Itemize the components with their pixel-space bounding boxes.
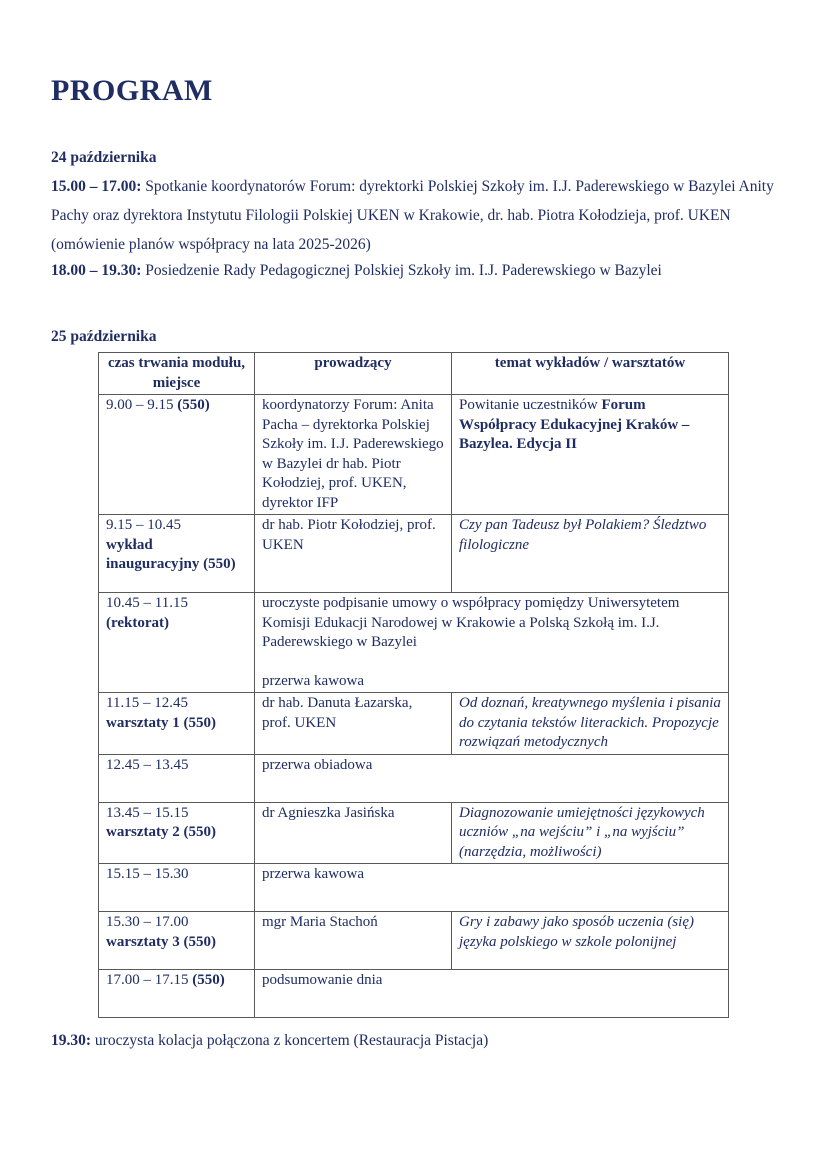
row-event: przerwa kawowa [255, 864, 729, 912]
row-place: warsztaty 1 (550) [106, 714, 216, 731]
row-lead: mgr Maria Stachoń [255, 912, 452, 970]
row-time: 15.30 – 17.00 [106, 914, 189, 930]
table-row [99, 802, 729, 864]
row-lead: dr hab. Danuta Łazarska, prof. UKEN [255, 693, 452, 755]
row-lead: koordynatorzy Forum: Anita Pacha – dyrektorka Polskiej Szkoły im. I.J. Paderewskiego w Bazylei dr hab. Piotr Kołodziej, prof. UKEN, dyrektor IFP [255, 395, 452, 515]
row-time-cell [99, 802, 255, 864]
row-time-cell [99, 912, 255, 970]
day1-item-2 [51, 256, 786, 285]
day1-item-2-time: 18.00 – 19.30: [51, 262, 142, 279]
row-time: 13.45 – 15.15 [106, 804, 189, 821]
row-topic: Czy pan Tadeusz był Polakiem? Śledztwo filologiczne [452, 515, 729, 593]
row-time-cell [99, 395, 255, 515]
row-topic: Gry i zabawy jako sposób uczenia (się) języka polskiego w szkole polonijnej [452, 912, 729, 970]
table-row [99, 912, 729, 970]
row-time: 12.45 – 13.45 [99, 754, 255, 802]
row-place: (550) [177, 397, 210, 413]
row-event: podsumowanie dnia [255, 970, 729, 1018]
row-time-cell [99, 970, 255, 1018]
closing-event [51, 1026, 786, 1055]
day1-item-1 [51, 172, 786, 259]
table-row [99, 864, 729, 912]
row-time-cell [99, 515, 255, 593]
table-row [99, 515, 729, 593]
row-place: warsztaty 2 (550) [106, 824, 216, 840]
row-span-cell [255, 593, 729, 693]
closing-text: uroczysta kolacja połączona z koncertem (Restauracja Pistacja) [91, 1032, 489, 1049]
row-event: przerwa obiadowa [255, 754, 729, 802]
day1-item-1-text: Spotkanie koordynatorów Forum: dyrektorki Polskiej Szkoły im. I.J. Paderewskiego w Bazylei Anity Pachy oraz dyrektora Instytutu Filologii Polskiej UKEN w Krakowie, dr. hab. Piotra Kołodzieja, prof. UKEN (omówienie planów współpracy na lata 2025-2026) [51, 178, 774, 253]
closing-time: 19.30: [51, 1032, 92, 1049]
header-time: czas trwania modułu, miejsce [99, 353, 255, 395]
row-topic-bold: Forum Współpracy Edukacyjnej Kraków – Bazylea. Edycja II [459, 397, 690, 452]
row-place: warsztaty 3 (550) [106, 933, 216, 950]
row-time: 10.45 – 11.15 [106, 595, 188, 611]
table-row [99, 970, 729, 1018]
day1-date: 24 października [51, 149, 157, 166]
row-place: (550) [192, 972, 225, 988]
row-time: 17.00 – 17.15 [106, 972, 189, 988]
header-topic: temat wykładów / warsztatów [452, 353, 729, 395]
table-row [99, 693, 729, 755]
table-row [99, 754, 729, 802]
page-title: PROGRAM [51, 74, 213, 107]
row-lead: dr Agnieszka Jasińska [255, 802, 452, 864]
row-time: 15.15 – 15.30 [99, 864, 255, 912]
row-lead: dr hab. Piotr Kołodziej, prof. UKEN [255, 515, 452, 593]
day1-item-2-text: Posiedzenie Rady Pedagogicznej Polskiej Szkoły im. I.J. Paderewskiego w Bazylei [141, 262, 662, 279]
row-event: uroczyste podpisanie umowy o współpracy pomiędzy Uniwersytetem Komisji Edukacji Narodowej w Krakowie a Polską Szkołą im. I.J. Paderewskiego w Bazylei [262, 595, 680, 650]
row-place: wykład inauguracyjny (550) [106, 536, 236, 572]
row-topic-prefix: Powitanie uczestników [459, 397, 602, 413]
day2-date: 25 października [51, 328, 157, 345]
row-time: 9.15 – 10.45 [106, 517, 181, 533]
row-time-cell [99, 693, 255, 755]
row-topic: Diagnozowanie umiejętności językowych uczniów „na wejściu” i „na wyjściu” (narzędzia, możliwości) [452, 802, 729, 864]
table-row [99, 395, 729, 515]
row-event-2: przerwa kawowa [262, 672, 365, 689]
row-topic: Od doznań, kreatywnego myślenia i pisania do czytania tekstów literackich. Propozycje rozwiązań metodycznych [452, 693, 729, 755]
day1-item-1-time: 15.00 – 17.00: [51, 178, 142, 195]
row-time: 11.15 – 12.45 [106, 695, 188, 711]
table-row [99, 593, 729, 693]
row-topic-cell [452, 395, 729, 515]
header-lead: prowadzący [255, 353, 452, 395]
row-time: 9.00 – 9.15 [106, 397, 174, 413]
table-header-row [99, 353, 729, 395]
row-place: (rektorat) [106, 614, 170, 631]
schedule-table [98, 352, 729, 1018]
row-time-cell [99, 593, 255, 693]
